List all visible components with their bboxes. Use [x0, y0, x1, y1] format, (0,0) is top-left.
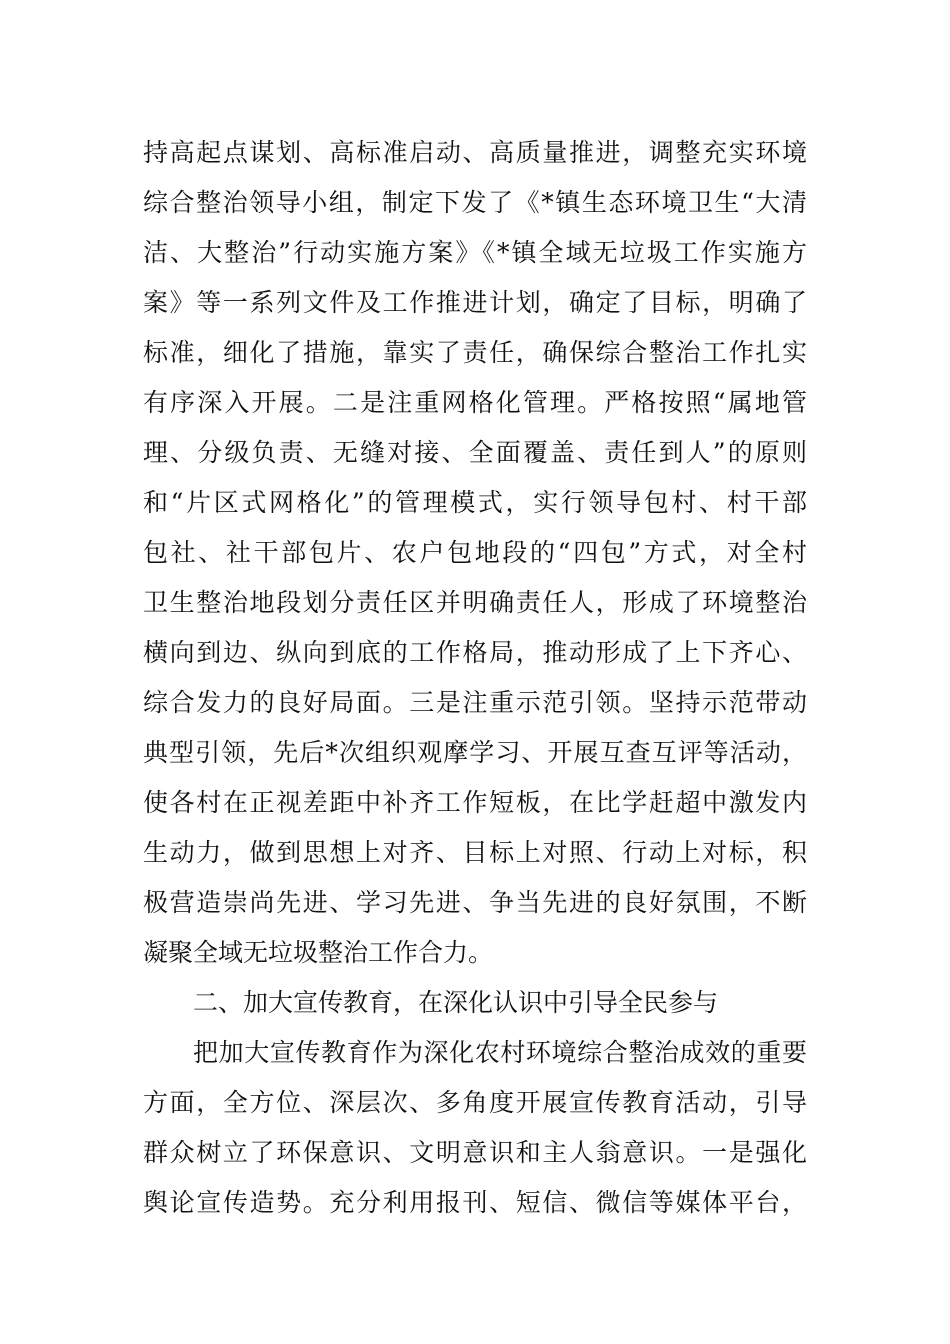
- paragraph-1: [143, 128, 807, 978]
- text-line: 包社、社干部包片、农户包地段的“四包”方式，对全村: [143, 538, 807, 567]
- text-line: 和“片区式网格化”的管理模式，实行领导包村、村干部: [143, 488, 807, 517]
- text-line: 洁、大整治”行动实施方案》《*镇全域无垃圾工作实施方: [143, 238, 807, 267]
- text-line: 舆论宣传造势。充分利用报刊、短信、微信等媒体平台，: [143, 1188, 807, 1217]
- text-line: 群众树立了环保意识、文明意识和主人翁意识。一是强化: [143, 1138, 807, 1167]
- text-line: 使各村在正视差距中补齐工作短板，在比学赶超中激发内: [143, 788, 807, 817]
- text-line: 持高起点谋划、高标准启动、高质量推进，调整充实环境: [143, 138, 807, 167]
- text-line: 生动力，做到思想上对齐、目标上对照、行动上对标，积: [143, 838, 807, 867]
- text-line: 案》等一系列文件及工作推进计划，确定了目标，明确了: [143, 288, 807, 317]
- text-line: 典型引领，先后*次组织观摩学习、开展互查互评等活动，: [143, 738, 807, 767]
- section-heading: 二、加大宣传教育，在深化认识中引导全民参与: [193, 988, 719, 1017]
- section-2: [143, 978, 807, 1228]
- text-line: 方面，全方位、深层次、多角度开展宣传教育活动，引导: [143, 1088, 807, 1117]
- text-line: 标准，细化了措施，靠实了责任，确保综合整治工作扎实: [143, 338, 807, 367]
- text-line: 有序深入开展。二是注重网格化管理。严格按照“属地管: [143, 388, 807, 417]
- text-line: 卫生整治地段划分责任区并明确责任人，形成了环境整治: [143, 588, 807, 617]
- text-line: 凝聚全域无垃圾整治工作合力。: [143, 938, 494, 967]
- text-line: 把加大宣传教育作为深化农村环境综合整治成效的重要: [193, 1038, 807, 1067]
- text-line: 综合发力的良好局面。三是注重示范引领。坚持示范带动: [143, 688, 807, 717]
- text-line: 综合整治领导小组，制定下发了《*镇生态环境卫生“大清: [143, 188, 807, 217]
- text-line: 横向到边、纵向到底的工作格局，推动形成了上下齐心、: [143, 638, 807, 667]
- text-line: 理、分级负责、无缝对接、全面覆盖、责任到人”的原则: [143, 438, 807, 467]
- text-line: 极营造崇尚先进、学习先进、争当先进的良好氛围，不断: [143, 888, 807, 917]
